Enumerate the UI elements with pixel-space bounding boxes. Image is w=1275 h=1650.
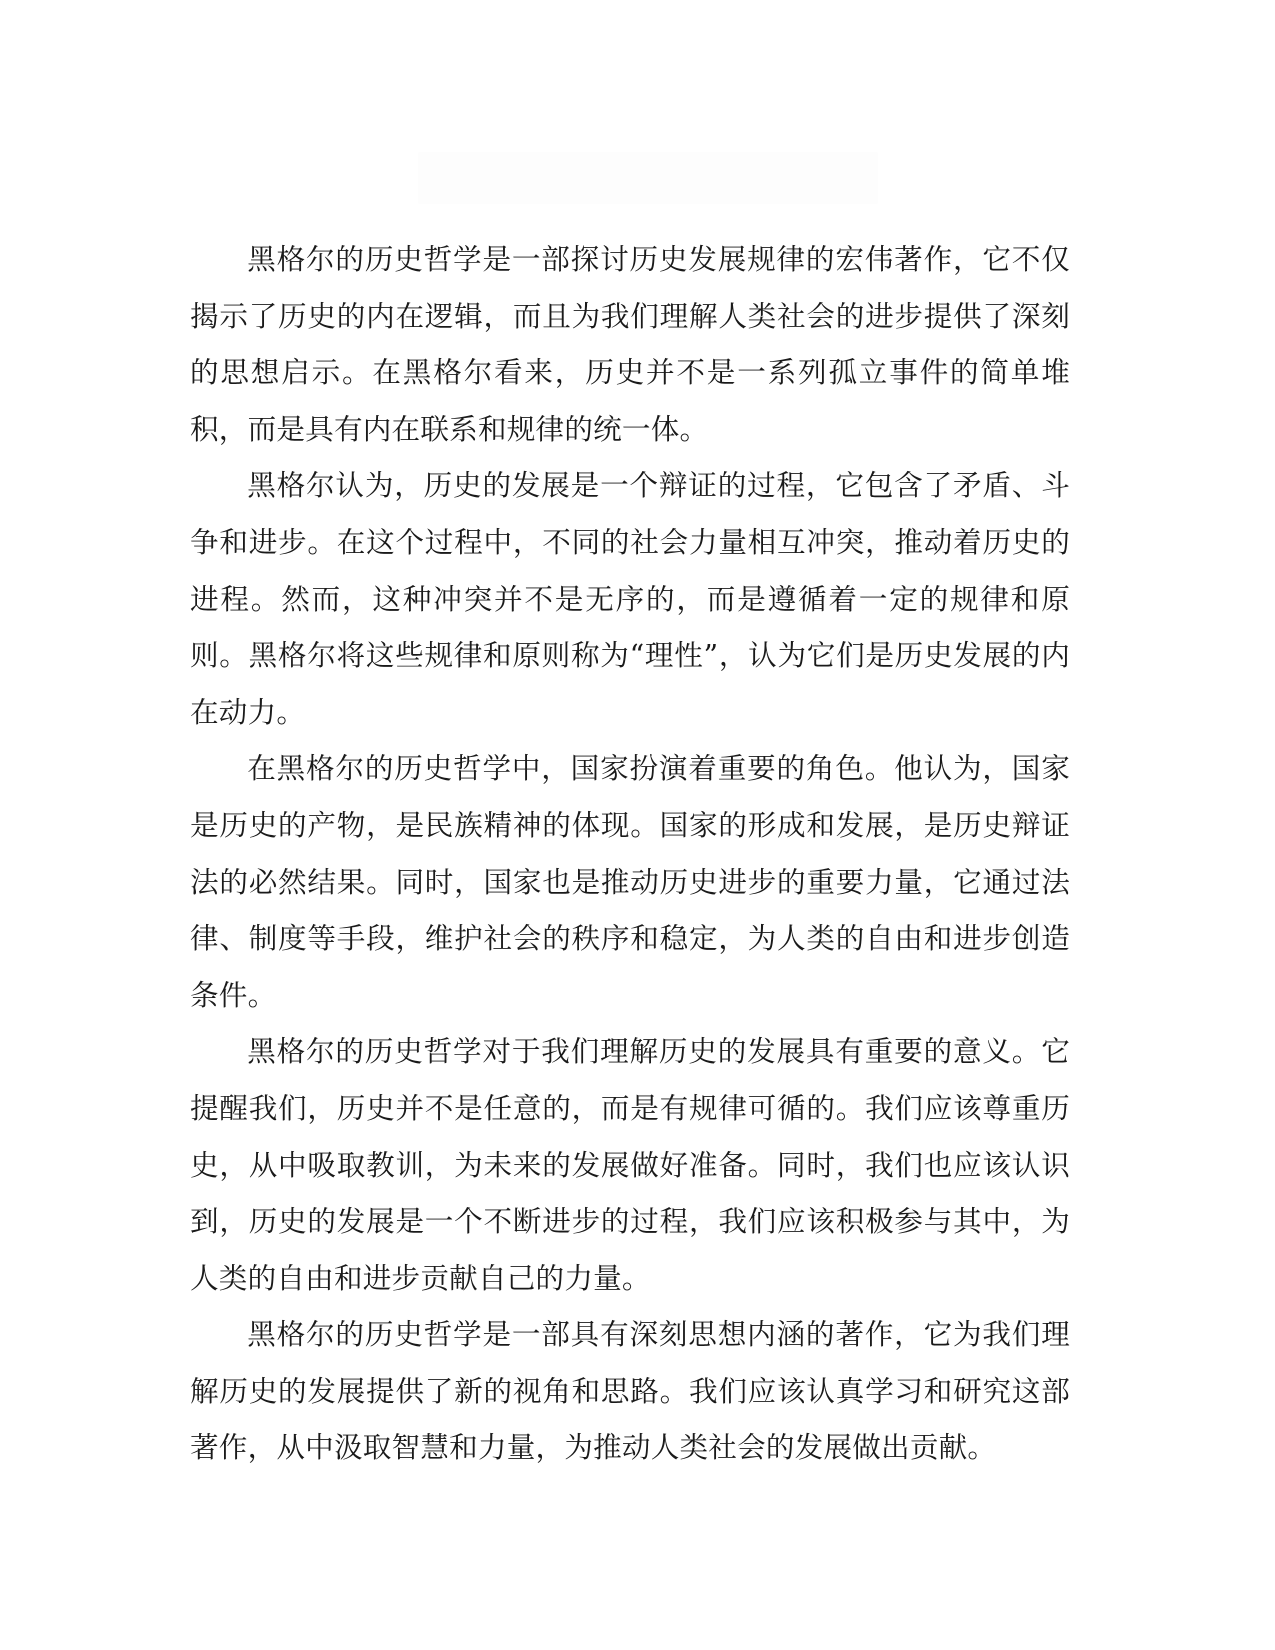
paragraph-2: 黑格尔认为，历史的发展是一个辩证的过程，它包含了矛盾、斗争和进步。在这个过程中，不同的社会力量相互冲突，推动着历史的进程。然而，这种冲突并不是无序的，而是遵循着一定的规律和原则。黑格尔将这些规律和原则称为“理性”，认为它们是历史发展的内在动力。 — [190, 468, 1070, 729]
document-body — [190, 231, 1070, 1476]
paragraph-3: 在黑格尔的历史哲学中，国家扮演着重要的角色。他认为，国家是历史的产物，是民族精神的体现。国家的形成和发展，是历史辩证法的必然结果。同时，国家也是推动历史进步的重要力量，它通过法律、制度等手段，维护社会的秩序和稳定，为人类的自由和进步创造条件。 — [190, 751, 1070, 1012]
paragraph-5: 黑格尔的历史哲学是一部具有深刻思想内涵的著作，它为我们理解历史的发展提供了新的视角和思路。我们应该认真学习和研究这部著作，从中汲取智慧和力量，为推动人类社会的发展做出贡献。 — [190, 1317, 1070, 1465]
title-placeholder — [418, 152, 878, 204]
paragraph-1: 黑格尔的历史哲学是一部探讨历史发展规律的宏伟著作，它不仅揭示了历史的内在逻辑，而且为我们理解人类社会的进步提供了深刻的思想启示。在黑格尔看来，历史并不是一系列孤立事件的简单堆积，而是具有内在联系和规律的统一体。 — [190, 242, 1070, 446]
paragraph-4: 黑格尔的历史哲学对于我们理解历史的发展具有重要的意义。它提醒我们，历史并不是任意的，而是有规律可循的。我们应该尊重历史，从中吸取教训，为未来的发展做好准备。同时，我们也应该认识到，历史的发展是一个不断进步的过程，我们应该积极参与其中，为人类的自由和进步贡献自己的力量。 — [190, 1034, 1070, 1295]
